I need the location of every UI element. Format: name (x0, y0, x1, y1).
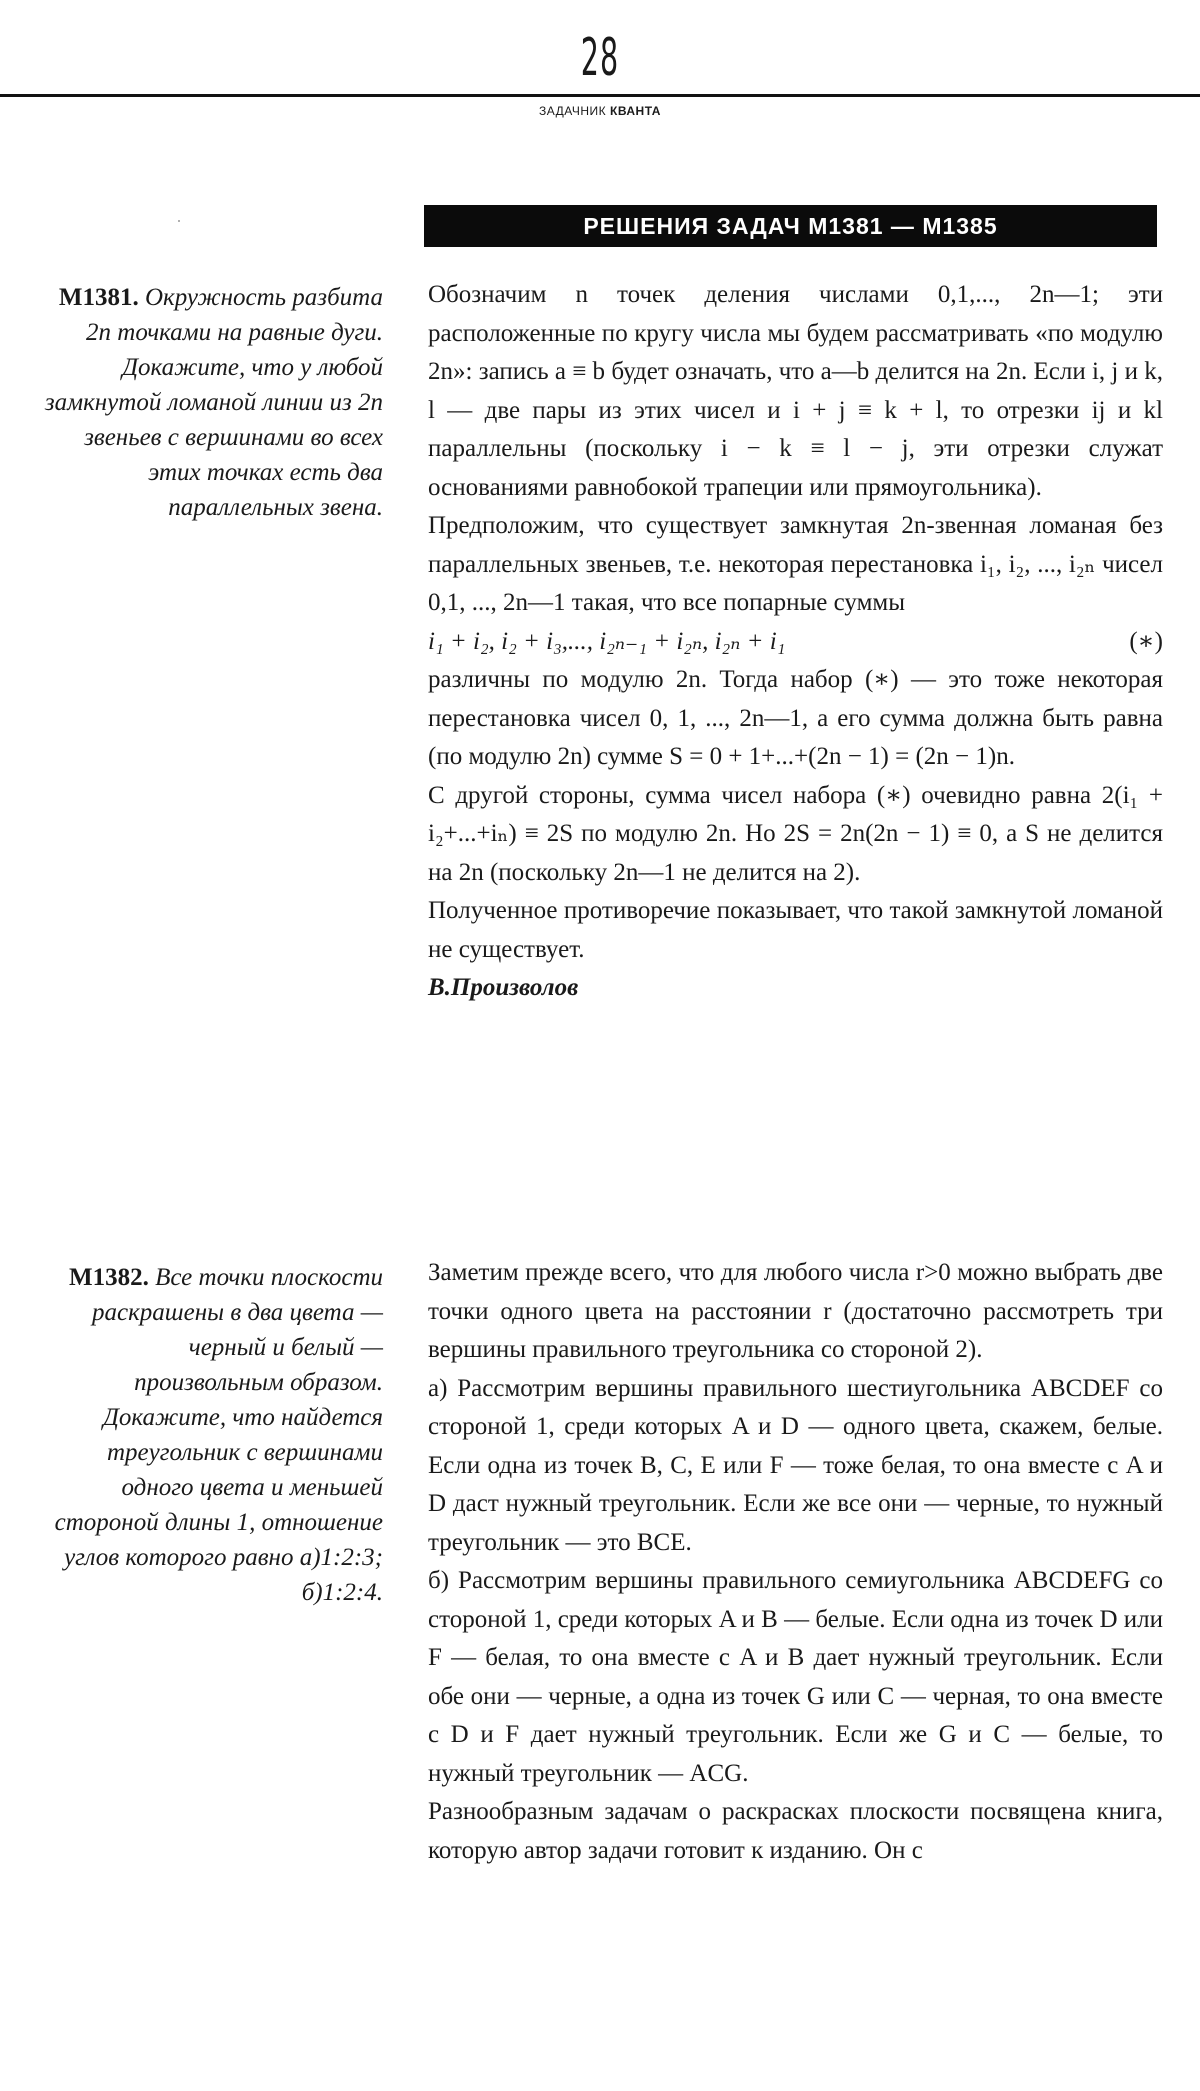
header-rule (0, 94, 1200, 97)
problem-code: М1381. (58, 284, 139, 311)
formula: i₁ + i₂, i₂ + i₃,..., i₂ₙ₋₁ + i₂ₙ, i₂ₙ + i₁ (428, 627, 786, 655)
solution-paragraph: С другой стороны, сумма чисел набора (∗) очевидно равна 2(i₁ + i₂+...+iₙ) ≡ 2S по модулю 2n. Но 2S = 2n(2n − 1) ≡ 0, а S не делится на 2n (поскольку 2n—1 не делится на 2). (428, 781, 1163, 886)
solution-paragraph: Разнообразным задачам о раскрасках плоскости посвящена книга, которую автор задачи готовит к изданию. Он с (428, 1798, 1163, 1864)
solution-m1382 (428, 1254, 1163, 1870)
problem-statement-text: Окружность разбита 2n точками на равные дуги. Докажите, что у любой замкнутой ломаной линии из 2n звеньев с вершинами во всех этих точках есть два параллельных звена. (44, 284, 383, 521)
formula-tag: (∗) (1129, 627, 1163, 655)
solution-paragraph: б) Рассмотрим вершины правильного семиугольника ABCDEFG со стороной 1, среди которых A и B — белые. Если одна из точек D или F — белая, то она вместе с A и B дает нужный треугольник. Если обе они — черные, а одна из точек G или C — черная, то она вместе с D и F дает нужный треугольник. Если же G и C — белые, то нужный треугольник — ACG. (428, 1567, 1163, 1787)
solution-paragraph: Обозначим n точек деления числами 0,1,..., 2n—1; эти расположенные по кругу числа мы будем рассматривать «по модулю 2n»: запись a ≡ b будет означать, что a—b делится на 2n. Если i, j и k, l — две пары из этих чисел и i + j ≡ k + l, то отрезки ij и kl параллельны (поскольку i − k ≡ l − j, эти отрезки служат основаниями равнобокой трапеции или прямоугольника). (428, 281, 1163, 501)
solution-paragraph: а) Рассмотрим вершины правильного шестиугольника ABCDEF со стороной 1, среди которых A и D — одного цвета, скажем, белые. Если одна из точек B, C, E или F — тоже белая, то она вместе с A и D даст нужный треугольник. Если же все они — черные, то нужный треугольник — это BCE. (428, 1374, 1163, 1556)
running-head (0, 104, 1200, 118)
author: В.Произволов (428, 974, 579, 1001)
problem-code: М1382. (69, 1264, 149, 1291)
solution-paragraph: Заметим прежде всего, что для любого числа r>0 можно выбрать две точки одного цвета на расстоянии r (достаточно рассмотреть три вершины правильного треугольника со стороной 2). (428, 1259, 1163, 1363)
solution-paragraph: Предположим, что существует замкнутая 2n-звенная ломаная без параллельных звеньев, т.е. некоторая перестановка i₁, i₂, ..., i₂ₙ чисел 0,1, ..., 2n—1 такая, что все попарные суммы (428, 512, 1163, 616)
solution-paragraph: различны по модулю 2n. Тогда набор (∗) — это тоже некоторая перестановка чисел 0, 1, ..., 2n—1, а его сумма должна быть равна (по модулю 2n) сумме S = 0 + 1+...+(2n − 1) = (2n − 1)n. (428, 666, 1163, 770)
solution-m1381 (428, 276, 1163, 1008)
solution-paragraph: Полученное противоречие показывает, что такой замкнутой ломаной не существует. (428, 897, 1163, 963)
problem-statement-text: Все точки плоскости раскрашены в два цвета — черный и белый — произвольным образом. Докажите, что найдется треугольник с вершинами одного цвета и меньшей стороной длины 1, отношение углов которого равно а)1:2:3; б)1:2:4. (54, 1264, 383, 1606)
scan-speck (178, 220, 180, 222)
formula-line (428, 623, 1163, 662)
page-number: 28 (580, 28, 620, 88)
problem-statement-m1381 (40, 280, 383, 525)
running-head-brand: КВАНТА (610, 104, 661, 118)
section-title: РЕШЕНИЯ ЗАДАЧ М1381 — М1385 (424, 205, 1157, 247)
problem-statement-m1382 (40, 1260, 383, 1610)
running-head-prefix: ЗАДАЧНИК (539, 104, 607, 118)
